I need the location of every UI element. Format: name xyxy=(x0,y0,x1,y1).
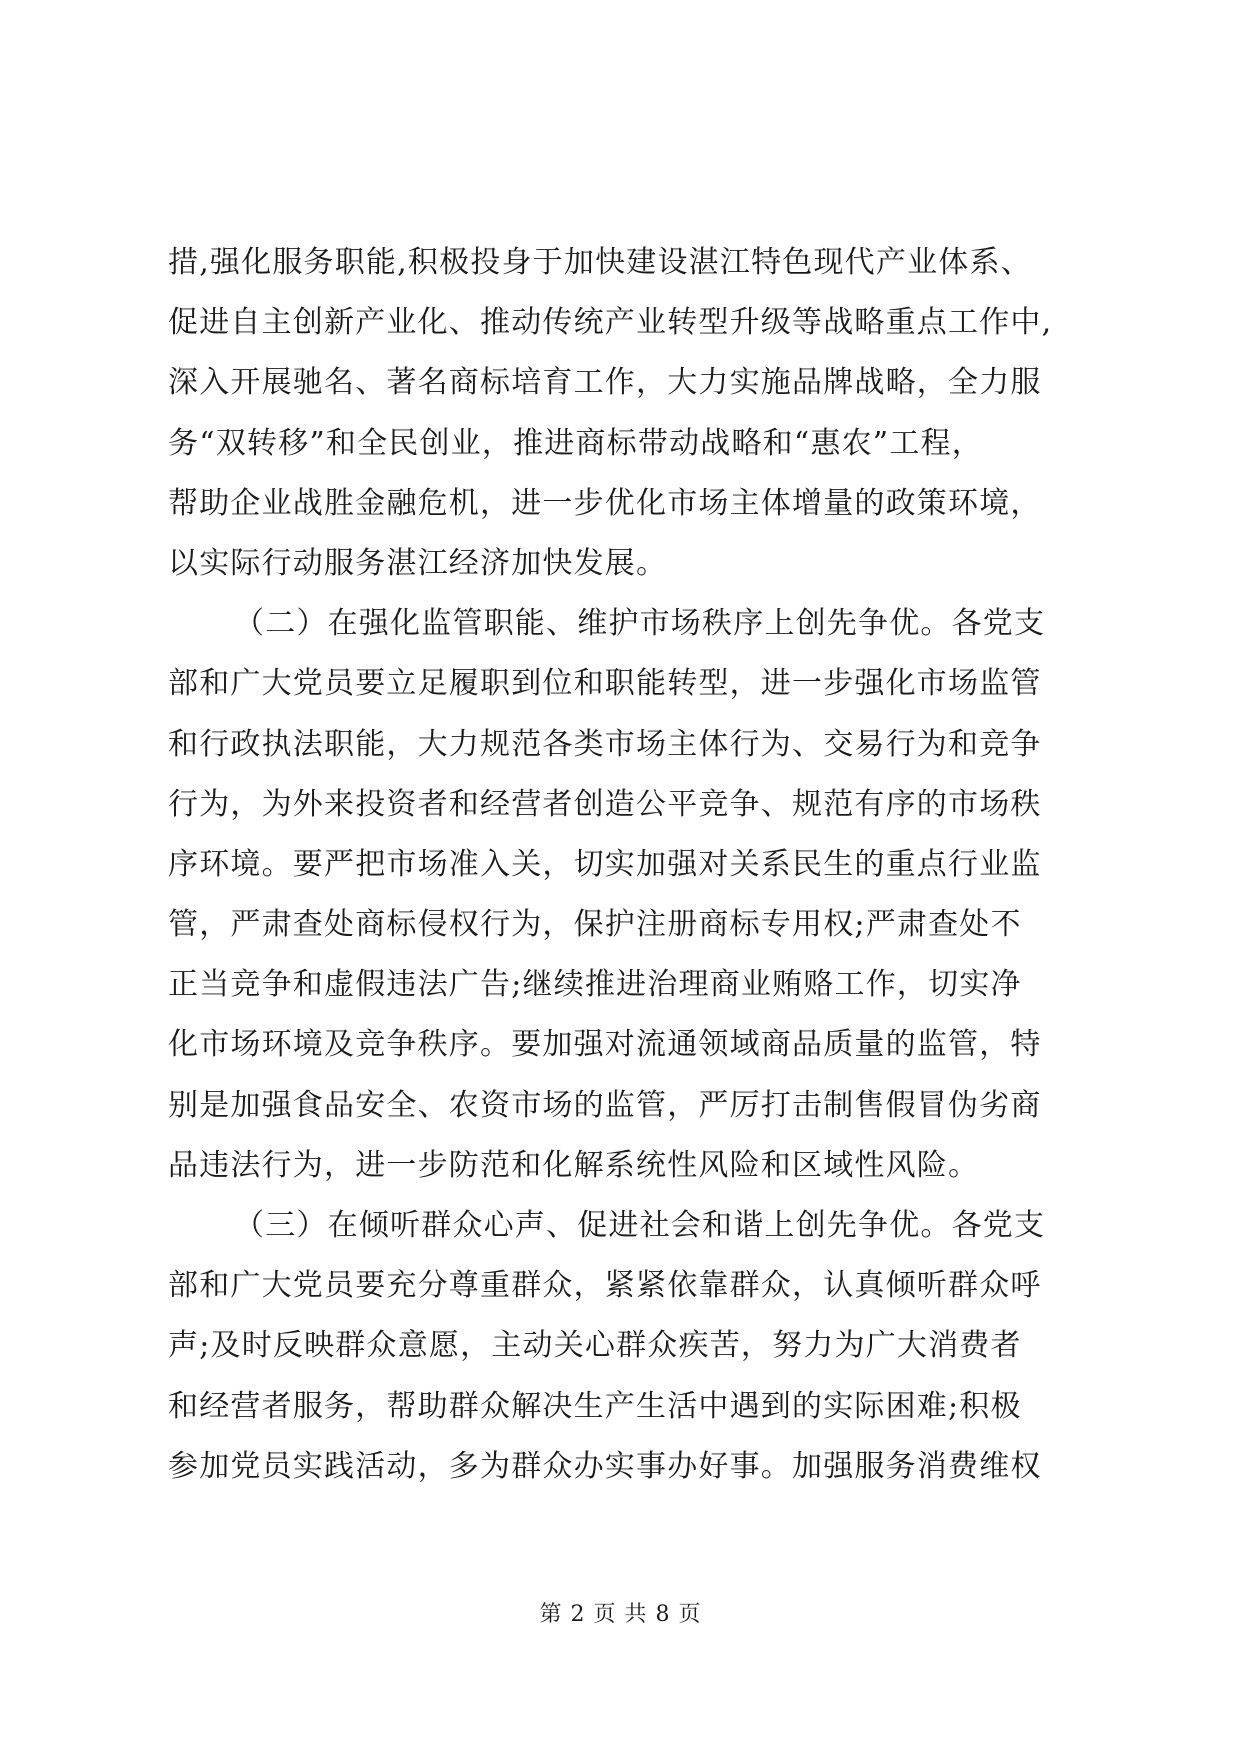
page-number-footer: 第 2 页 共 8 页 xyxy=(539,1602,702,1627)
text-line: 部和广大党员要立足履职到位和职能转型，进一步强化市场监管 xyxy=(168,666,1042,702)
text-line: 帮助企业战胜金融危机，进一步优化市场主体增量的政策环境， xyxy=(168,485,1042,521)
text-line: 和经营者服务，帮助群众解决生产生活中遇到的实际困难;积极 xyxy=(168,1388,1022,1424)
document-body xyxy=(168,233,1088,1497)
text-line: 深入开展驰名、著名商标培育工作，大力实施品牌战略，全力服 xyxy=(168,365,1042,401)
text-line: 品违法行为，进一步防范和化解系统性风险和区域性风险。 xyxy=(168,1147,980,1183)
text-line: 促进自主创新产业化、推动传统产业转型升级等战略重点工作中, xyxy=(168,305,1053,341)
text-line: 管，严肃查处商标侵权行为，保护注册商标专用权;严肃查处不 xyxy=(168,907,1022,943)
text-line: 行为，为外来投资者和经营者创造公平竞争、规范有序的市场秩 xyxy=(168,786,1042,822)
text-line: 以实际行动服务湛江经济加快发展。 xyxy=(168,545,668,581)
text-line: 别是加强食品安全、农资市场的监管，严厉打击制售假冒伪劣商 xyxy=(168,1087,1042,1123)
text-line: 声;及时反映群众意愿，主动关心群众疾苦，努力为广大消费者 xyxy=(168,1328,1022,1364)
section-heading-line: （二）在强化监管职能、维护市场秩序上创先争优。各党支 xyxy=(234,606,1046,642)
text-line: 正当竞争和虚假违法广告;继续推进治理商业贿赂工作，切实净 xyxy=(168,967,1022,1003)
text-line: 措,强化服务职能,积极投身于加快建设湛江特色现代产业体系、 xyxy=(168,245,1032,280)
text-line: 部和广大党员要充分尊重群众，紧紧依靠群众，认真倾听群众呼 xyxy=(168,1268,1042,1304)
text-line: 务“双转移”和全民创业，推进商标带动战略和“惠农”工程， xyxy=(168,425,983,461)
text-line: 化市场环境及竞争秩序。要加强对流通领域商品质量的监管，特 xyxy=(168,1027,1042,1063)
section-heading-line: （三）在倾听群众心声、促进社会和谐上创先争优。各党支 xyxy=(234,1208,1046,1243)
text-line: 序环境。要严把市场准入关，切实加强对关系民生的重点行业监 xyxy=(168,846,1042,882)
text-line: 参加党员实践活动，多为群众办实事办好事。加强服务消费维权 xyxy=(168,1448,1042,1484)
text-line: 和行政执法职能，大力规范各类市场主体行为、交易行为和竞争 xyxy=(168,726,1042,762)
